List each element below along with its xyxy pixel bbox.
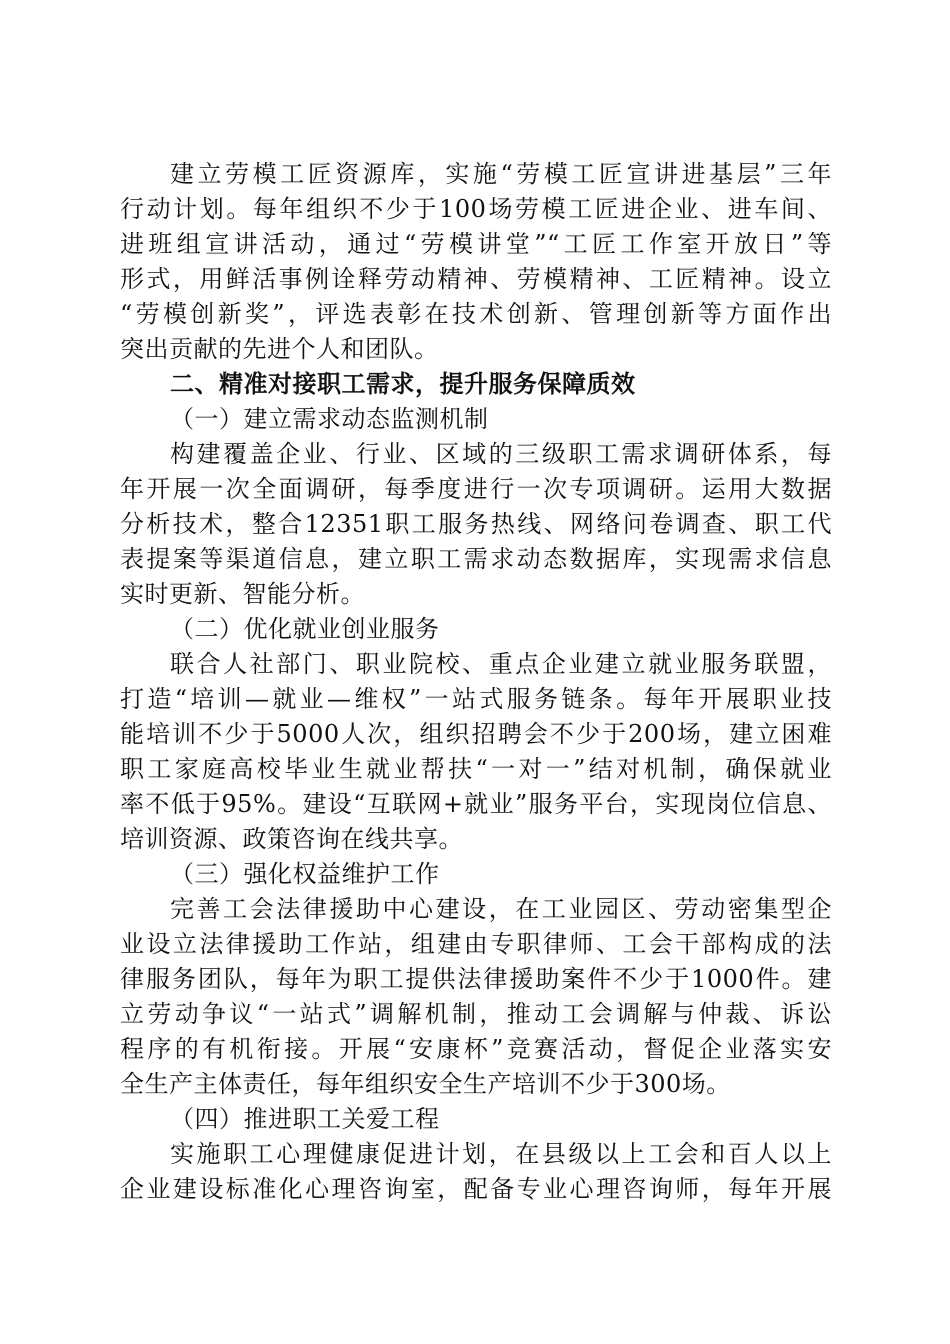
subsection-heading: （三）强化权益维护工作 bbox=[170, 860, 440, 888]
paragraph-line: 企业建设标准化心理咨询室，配备专业心理咨询师，每年开展 bbox=[120, 1175, 832, 1203]
subsection-heading: （一）建立需求动态监测机制 bbox=[170, 405, 489, 433]
paragraph-line: 打造“培训—就业—维权”一站式服务链条。每年开展职业技 bbox=[120, 685, 832, 713]
paragraph-line: 能培训不少于5000人次，组织招聘会不少于200场，建立困难 bbox=[120, 720, 832, 748]
paragraph-line: 培训资源、政策咨询在线共享。 bbox=[120, 825, 463, 853]
paragraph-line: 行动计划。每年组织不少于100场劳模工匠进企业、进车间、 bbox=[120, 195, 832, 223]
paragraph-line: 率不低于95%。建设“互联网+就业”服务平台，实现岗位信息、 bbox=[120, 790, 832, 818]
paragraph-line: 表提案等渠道信息，建立职工需求动态数据库，实现需求信息 bbox=[120, 545, 832, 573]
subsection-heading: （二）优化就业创业服务 bbox=[170, 615, 440, 643]
subsection-heading: （四）推进职工关爱工程 bbox=[170, 1105, 440, 1133]
paragraph-line: 实时更新、智能分析。 bbox=[120, 580, 365, 608]
paragraph-line: 构建覆盖企业、行业、区域的三级职工需求调研体系，每 bbox=[170, 440, 832, 468]
section-heading: 二、精准对接职工需求，提升服务保障质效 bbox=[170, 370, 636, 398]
paragraph-line: 联合人社部门、职业院校、重点企业建立就业服务联盟， bbox=[170, 650, 832, 678]
paragraph-line: 分析技术，整合12351职工服务热线、网络问卷调查、职工代 bbox=[120, 510, 832, 538]
paragraph-line: 实施职工心理健康促进计划，在县级以上工会和百人以上 bbox=[170, 1140, 832, 1168]
paragraph-line: 年开展一次全面调研，每季度进行一次专项调研。运用大数据 bbox=[120, 475, 832, 503]
paragraph-line: 进班组宣讲活动，通过“劳模讲堂”“工匠工作室开放日”等 bbox=[120, 230, 832, 258]
paragraph-line: 律服务团队，每年为职工提供法律援助案件不少于1000件。建 bbox=[120, 965, 832, 993]
paragraph-line: 职工家庭高校毕业生就业帮扶“一对一”结对机制，确保就业 bbox=[120, 755, 832, 783]
paragraph-line: 全生产主体责任，每年组织安全生产培训不少于300场。 bbox=[120, 1070, 731, 1098]
paragraph-line: 形式，用鲜活事例诠释劳动精神、劳模精神、工匠精神。设立 bbox=[120, 265, 832, 293]
paragraph-line: 完善工会法律援助中心建设，在工业园区、劳动密集型企 bbox=[170, 895, 832, 923]
paragraph-line: 建立劳模工匠资源库，实施“劳模工匠宣讲进基层”三年 bbox=[170, 160, 832, 188]
paragraph-line: “劳模创新奖”，评选表彰在技术创新、管理创新等方面作出 bbox=[120, 300, 832, 328]
paragraph-line: 突出贡献的先进个人和团队。 bbox=[120, 335, 439, 363]
paragraph-line: 业设立法律援助工作站，组建由专职律师、工会干部构成的法 bbox=[120, 930, 832, 958]
paragraph-line: 程序的有机衔接。开展“安康杯”竞赛活动，督促企业落实安 bbox=[120, 1035, 832, 1063]
paragraph-line: 立劳动争议“一站式”调解机制，推动工会调解与仲裁、诉讼 bbox=[120, 1000, 832, 1028]
